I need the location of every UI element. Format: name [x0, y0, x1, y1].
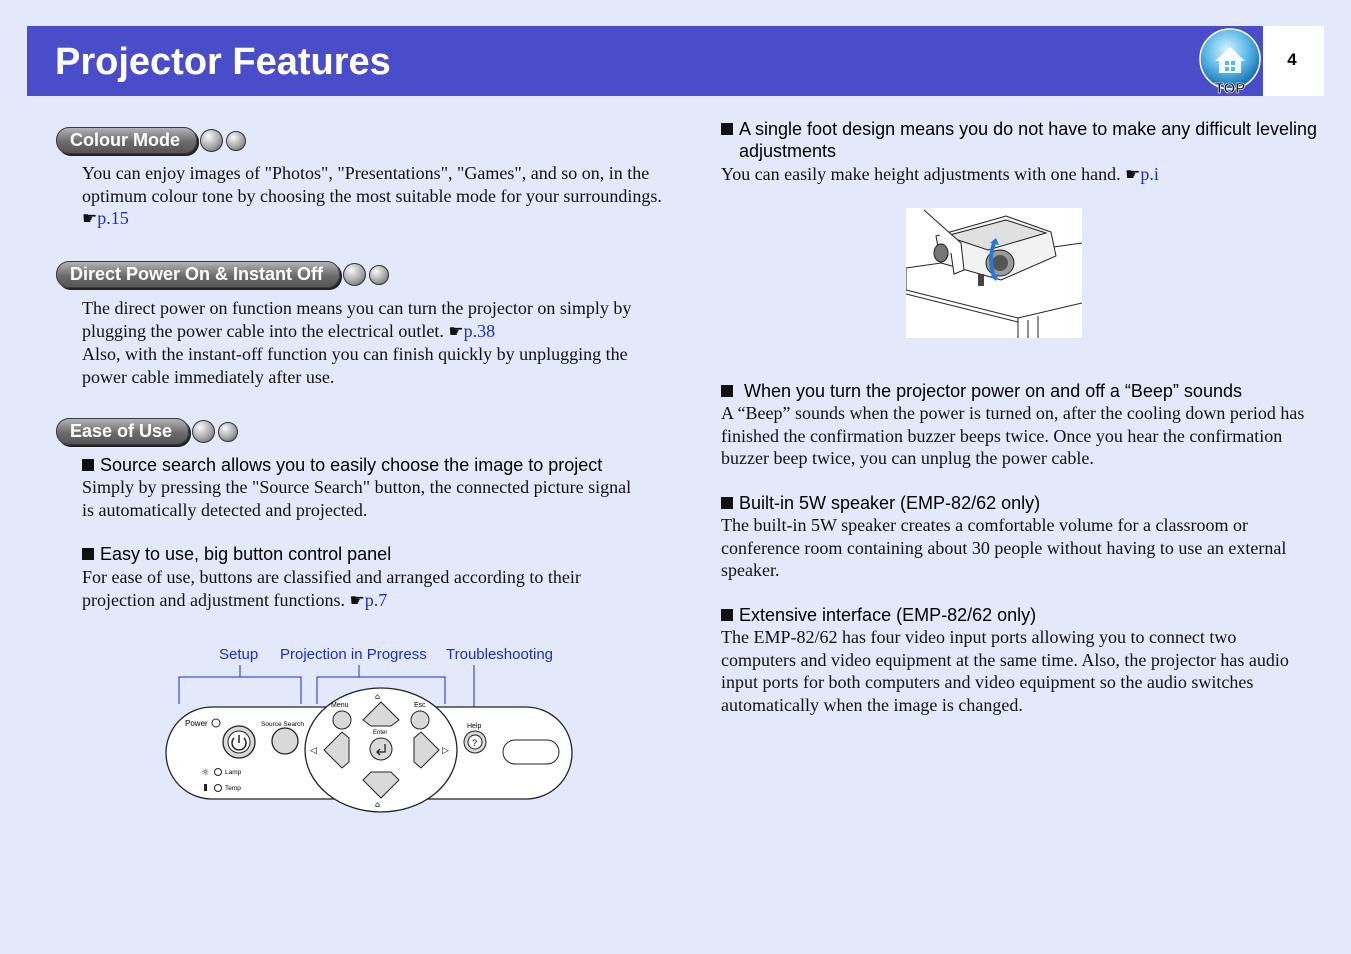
top-label: TOP [1214, 80, 1246, 95]
direct-power-page-link[interactable]: p.38 [463, 320, 496, 341]
temp-label: Temp [225, 785, 241, 792]
speaker-heading [721, 492, 1321, 514]
speaker-text: The built-in 5W speaker creates a comfortable volume for a classroom or conference room containing about 30 people without having to use an external speaker. [721, 515, 1287, 580]
speaker-title: Built-in 5W speaker (EMP-82/62 only) [739, 493, 1041, 513]
single-foot-heading [721, 118, 1329, 162]
interface-heading [721, 604, 1321, 626]
interface-text: The EMP-82/62 has four video input ports allowing you to connect two computers and video equipment at the same time. Also, the projector has audio input ports for both computers and video equipment so the audio switches automatically when the image is changed. [721, 627, 1289, 715]
keystone-up-icon: ⌂ [375, 692, 381, 701]
single-foot-text [721, 163, 1311, 187]
direct-power-title: Direct Power On & Instant Off [56, 261, 340, 288]
menu-button[interactable] [333, 711, 351, 729]
big-button-body: For ease of use, buttons are classified and arranged according to their projection and adjustment functions. [82, 567, 581, 610]
lamp-label: Lamp [225, 769, 242, 776]
single-foot-page-link[interactable]: p.i [1140, 164, 1159, 184]
control-panel-diagram [160, 662, 580, 822]
square-bullet-icon [82, 459, 94, 471]
esc-label: Esc [414, 702, 426, 709]
square-bullet-icon [721, 497, 733, 509]
top-home-icon[interactable] [1197, 27, 1263, 95]
help-icon: ? [472, 738, 478, 748]
pointing-hand-icon: ☛ [1125, 165, 1141, 185]
page-number: 4 [1287, 50, 1297, 69]
page-header [27, 26, 1263, 96]
colour-mode-body: You can enjoy images of "Photos", "Presentations", "Games", and so on, in the optimum colour tone by choosing the most suitable mode for your surroundings. [82, 163, 662, 206]
colour-mode-text [82, 162, 662, 231]
bullet-ball-icon [200, 129, 223, 152]
instant-off-body: Also, with the instant-off function you can finish quickly by unplugging the power cable immediately after use. [82, 344, 628, 387]
beep-heading [721, 380, 1321, 402]
bullet-ball-icon [369, 265, 389, 285]
single-foot-title: A single foot design means you do not have to make any difficult leveling adjustments [739, 119, 1318, 161]
big-button-title: Easy to use, big button control panel [100, 544, 392, 564]
beep-title: When you turn the projector power on and off a “Beep” sounds [739, 381, 1242, 401]
projector-foot-illustration [906, 208, 1082, 338]
colour-mode-title: Colour Mode [56, 127, 197, 154]
source-search-button[interactable] [272, 728, 298, 754]
menu-label: Menu [331, 702, 349, 709]
esc-button[interactable] [411, 711, 429, 729]
enter-label: Enter [373, 730, 388, 736]
colour-mode-page-link[interactable]: p.15 [97, 208, 129, 228]
temp-icon [204, 784, 207, 791]
square-bullet-icon [721, 609, 733, 621]
single-foot-body: You can easily make height adjustments with one hand. [721, 164, 1121, 184]
direct-power-heading [56, 261, 389, 288]
bullet-ball-icon [218, 422, 238, 442]
pointing-hand-icon: ☛ [349, 590, 365, 611]
callout-setup: Setup [219, 646, 259, 663]
remote-receiver [503, 740, 559, 764]
pointing-hand-icon: ☛ [448, 321, 464, 342]
big-button-page-link[interactable]: p.7 [364, 589, 388, 610]
power-label: Power [185, 719, 208, 728]
source-search-title: Source search allows you to easily choose the image to project [100, 455, 603, 475]
source-search-heading [82, 454, 682, 476]
big-button-heading [82, 543, 682, 565]
direct-power-body: The direct power on function means you can turn the projector on simply by plugging the power cable into the electrical outlet. [82, 298, 632, 341]
bullet-ball-icon [343, 263, 366, 286]
pointing-hand-icon: ☛ [82, 209, 98, 229]
volume-down-icon: ◁ [310, 746, 317, 756]
bullet-ball-icon [192, 420, 215, 443]
help-label: Help [467, 723, 482, 730]
ease-of-use-heading [56, 418, 238, 445]
big-button-text [82, 566, 642, 612]
volume-up-icon: ▷ [442, 746, 449, 756]
ease-of-use-title: Ease of Use [56, 418, 189, 445]
keystone-down-icon: ⌂ [375, 800, 381, 809]
direct-power-text [82, 297, 656, 388]
square-bullet-icon [721, 123, 733, 135]
callout-troubleshooting: Troubleshooting [446, 646, 554, 663]
lamp-icon: ☼ [201, 768, 210, 778]
page-title: Projector Features [55, 41, 391, 83]
callout-projection: Projection in Progress [280, 646, 427, 663]
colour-mode-heading [56, 127, 246, 154]
enter-button[interactable] [370, 738, 392, 760]
source-search-label: Source Search [261, 721, 304, 728]
square-bullet-icon [82, 548, 94, 560]
interface-title: Extensive interface (EMP-82/62 only) [739, 605, 1037, 625]
source-search-text: Simply by pressing the "Source Search" button, the connected picture signal is automatically detected and projected. [82, 477, 632, 520]
bullet-ball-icon [226, 131, 246, 151]
beep-text: A “Beep” sounds when the power is turned on, after the cooling down period has finished the confirmation buzzer beeps twice. Once you hear the confirmation buzzer beep twice, you can unplug the power cable. [721, 403, 1305, 468]
page-number-box [1263, 26, 1324, 96]
square-bullet-icon [721, 385, 733, 397]
